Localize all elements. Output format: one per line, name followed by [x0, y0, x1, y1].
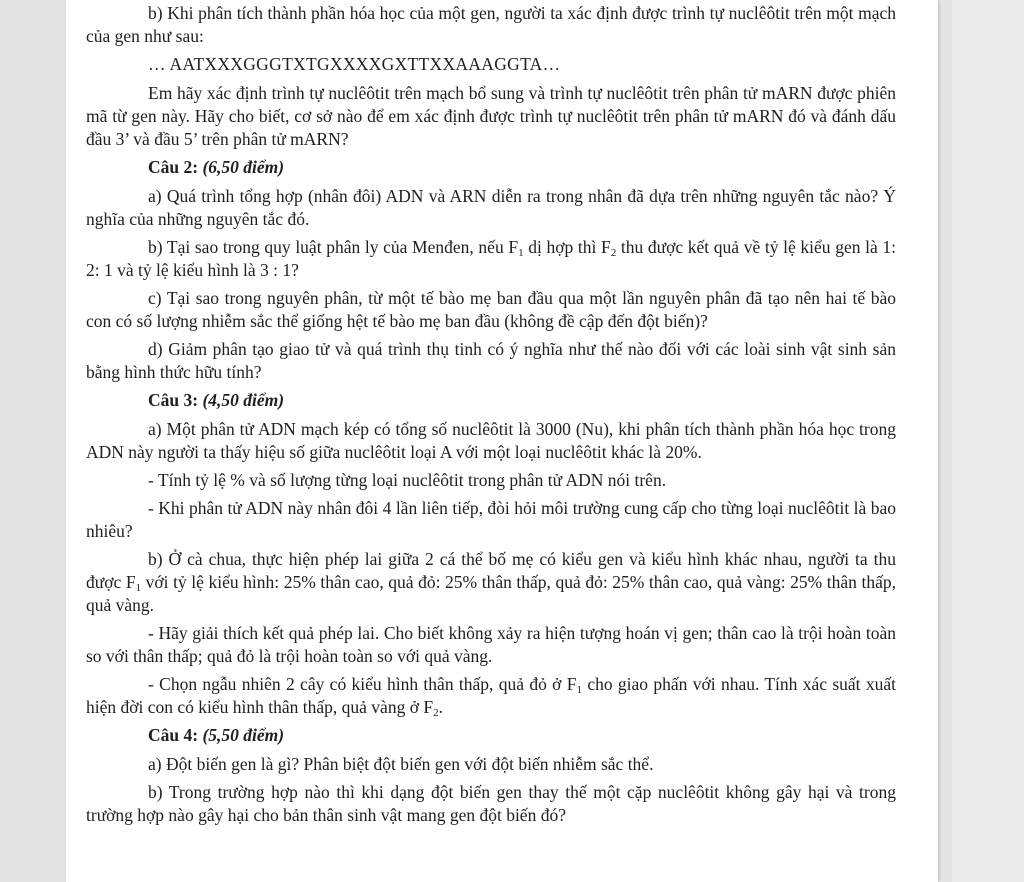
cau3-b2: - Chọn ngẫu nhiên 2 cây có kiểu hình thân thấp, quả đỏ ở $F_1$ cho giao phấn với nhau. Tính xác suất xuất hiện đời con có kiểu hình thân thấp, quả vàng ở $F_2$.: [86, 674, 897, 719]
cau2-d: d) Giảm phân tạo giao tử và quá trình thụ tinh có ý nghĩa như thế nào đối với các loài sinh vật sinh sản bằng hình thức hữu tính?: [86, 339, 896, 382]
cau4-b: b) Trong trường hợp nào thì khi dạng đột biến gen thay thế một cặp nuclêôtit không gây hại và trong trường hợp nào gây hại cho bản thân sinh vật mang gen đột biến đó?: [86, 782, 896, 825]
nucleotide-sequence: … AATXXXGGGTXTGXXXXGXTTXXAAAGGTA…: [148, 54, 561, 74]
part-b-question: b) Khi phân tích thành phần hóa học của một gen, người ta xác định được trình tự nuclêôtit trên một mạch của gen như sau:: [86, 3, 896, 46]
cau3-heading: [148, 389, 896, 412]
cau2-c: c) Tại sao trong nguyên phân, từ một tế bào mẹ ban đầu qua một lần nguyên phân đã tạo nên hai tế bào con có số lượng nhiễm sắc thể giống hệt tế bào mẹ ban đầu (không đề cập đến đột biến)?: [86, 288, 896, 331]
cau3-a: a) Một phân tử ADN mạch kép có tổng số nuclêôtit là 3000 (Nu), khi phân tích thành phần hóa học trong ADN này người ta thấy hiệu số giữa nuclêôtit loại A với một loại nuclêôtit khác là 20%.: [86, 419, 896, 462]
cau4-a: a) Đột biến gen là gì? Phân biệt đột biến gen với đột biến nhiễm sắc thể.: [148, 754, 654, 774]
cau2-points: (6,50 điểm): [202, 157, 285, 177]
document-page: [66, 0, 938, 882]
document-body: [86, 2, 896, 832]
cau3-b: b) Ở cà chua, thực hiện phép lai giữa 2 cá thể bố mẹ có kiểu gen và kiểu hình khác nhau, người ta thu được $F_1$ với tỷ lệ kiểu hình: 25% thân cao, quả đỏ: 25% thân thấp, quả đỏ: 25% thân cao, quả vàng: 25% thân thấp, quả vàng.: [86, 549, 896, 615]
cau3-title: Câu 3:: [148, 390, 199, 410]
cau2-b: b) Tại sao trong quy luật phân ly của Menđen, nếu $F_1$ dị hợp thì $F_2$ thu được kết quả về tỷ lệ kiểu gen là 1: 2: 1 và tỷ lệ kiểu hình là 3 : 1?: [86, 237, 896, 280]
cau4-points: (5,50 điểm): [202, 725, 285, 745]
cau3-b1: - Hãy giải thích kết quả phép lai. Cho biết không xảy ra hiện tượng hoán vị gen; thân cao là trội hoàn toàn so với thân thấp; quả đỏ là trội hoàn toàn so với quả vàng.: [86, 623, 896, 666]
cau3-points: (4,50 điểm): [202, 390, 285, 410]
part-b-task: Em hãy xác định trình tự nuclêôtit trên mạch bổ sung và trình tự nuclêôtit trên phân tử mARN được phiên mã từ gen này. Hãy cho biết, cơ sở nào để em xác định được trình tự nuclêôtit trên phân tử mARN đó và đánh dấu đầu 3’ và đầu 5’ trên phân tử mARN?: [86, 83, 896, 149]
cau2-title: Câu 2:: [148, 157, 199, 177]
cau3-a2: - Khi phân tử ADN này nhân đôi 4 lần liên tiếp, đòi hỏi môi trường cung cấp cho từng loại nuclêôtit là bao nhiêu?: [86, 498, 896, 541]
cau3-a1: - Tính tỷ lệ % và số lượng từng loại nuclêôtit trong phân tử ADN nói trên.: [148, 470, 667, 490]
cau4-heading: [148, 724, 896, 747]
cau4-title: Câu 4:: [148, 725, 199, 745]
cau2-a: a) Quá trình tổng hợp (nhân đôi) ADN và ARN diễn ra trong nhân đã dựa trên những nguyên tắc nào? Ý nghĩa của những nguyên tắc đó.: [86, 186, 896, 229]
background-strip: [952, 0, 1024, 882]
cau2-heading: [148, 156, 896, 179]
